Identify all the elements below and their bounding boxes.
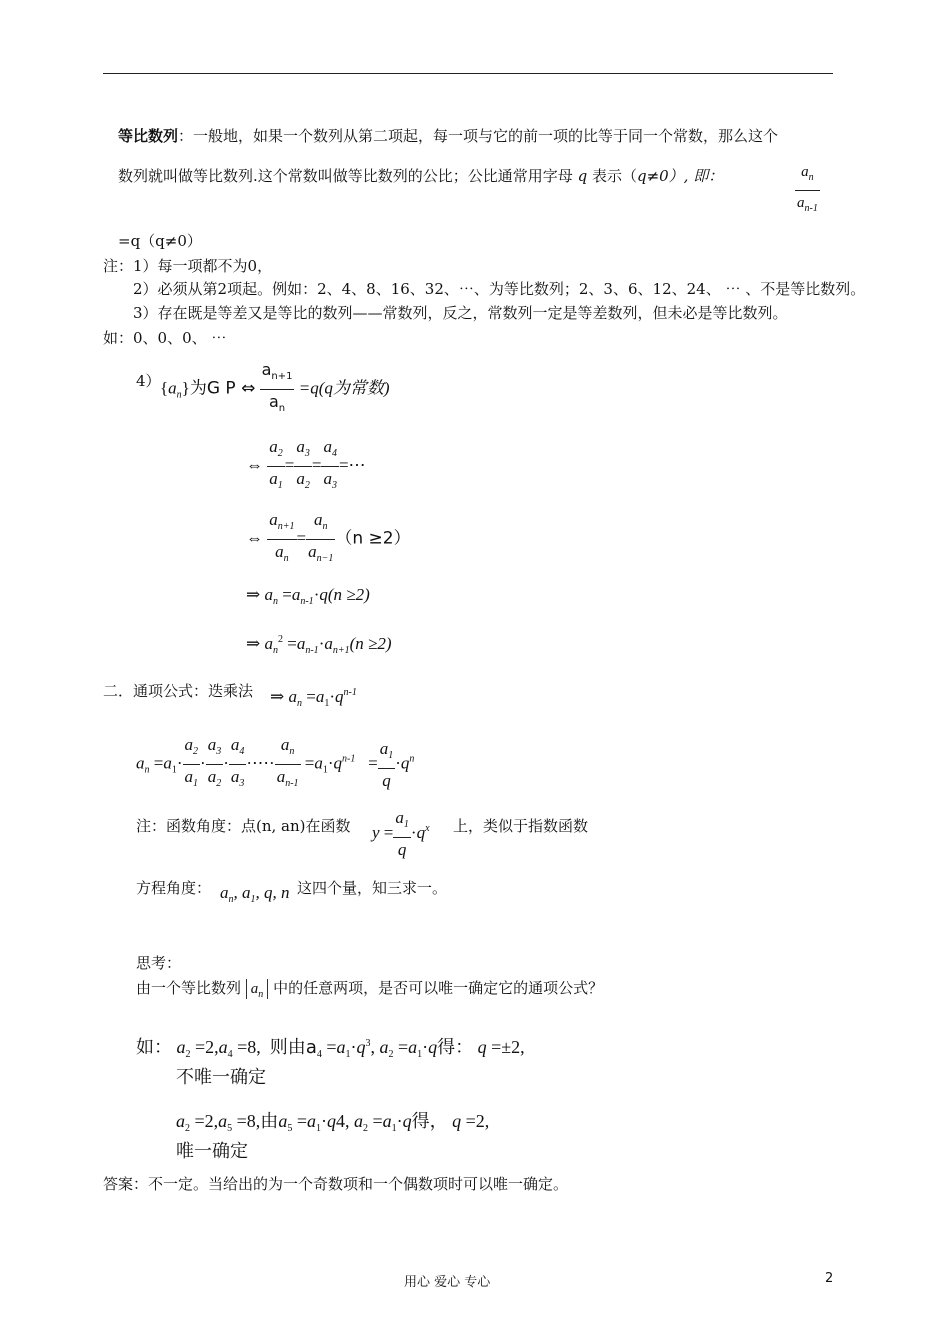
example-2-result: 唯一确定: [176, 1141, 248, 1161]
note-3: 3）存在既是等差又是等比的数列——常数列，反之，常数列一定是等差数列，但未必是等比数列。: [133, 304, 788, 322]
footer-motto: 用心 爱心 专心: [404, 1275, 491, 1290]
function-angle-note: 注：函数角度：点(n, an)在函数: [136, 817, 351, 835]
equation-angle-label: 方程角度：: [136, 879, 212, 897]
example-2: $a_2 =2,a_5 =8$,由$a_5 =a_1\cdot q4$, $a_2 =a_1\cdot q$得， q =2,: [176, 1111, 490, 1134]
section-2-title: 二．通项公式：迭乘法: [103, 682, 254, 700]
example-1: 如： $a_2 =2,a_4 =8$, 则由$a_4 =a_1\cdot q^3$, $a_2 =a_1\cdot q$得： q =±2,: [136, 1037, 525, 1060]
definition-line-3: =q（q≠0）: [118, 232, 202, 250]
header-rule: [103, 73, 833, 74]
ratio-fraction: $\frac{a_n}{a_{n-1}}$: [797, 164, 818, 214]
recursive-formula: ⇒ $a_n =a_{n-1}\cdot q(n \ge 2)$: [246, 585, 370, 607]
definition-term: 等比数列: [118, 127, 179, 145]
definition-line-2: 数列就叫做等比数列.这个常数叫做等比数列的公比；公比通常用字母 q 表示（q≠0）, 即：: [118, 167, 724, 185]
function-angle-tail: 上，类似于指数函数: [453, 817, 589, 835]
think-question: 由一个等比数列 $a_n$ 中的任意两项，是否可以唯一确定它的通项公式？: [136, 979, 604, 1000]
exponential-function: y = $\frac{a_1}{q}$ $\cdot q^x$: [372, 808, 430, 859]
mean-formula: ⇒ $a_n^2 =a_{n-1}\cdot a_{n+1}(n \ge 2)$: [246, 634, 392, 656]
note-4-definition: $\{a_n\}$为G P ⇔ $\frac{a_{n+1}}{a_n}$ =q(q为常数): [160, 360, 390, 414]
ratio-chain: ⇔ $\frac{a_2}{a_1}$ = $\frac{a_3}{a_2}$ = $\frac{a_4}{a_3}$ =⋯: [246, 437, 366, 491]
equation-angle-tail: 这四个量，知三求一。: [297, 879, 448, 897]
iterated-product: $a_n =a_1\cdot$ $\frac{a_2}{a_1}$ · $\frac{a_3}{a_2}$ · $\frac{a_4}{a_3}$ ·⋯· $\frac{a_n}{a_{n-1}}$ $=a_1\cdot q^{n-1}$ = $\frac{a_1}{q}$ $\cdot q^n$: [136, 735, 415, 790]
general-term: ⇒ $a_n =a_1\cdot q^{n-1}$: [270, 687, 357, 709]
answer: 答案：不一定。当给出的为一个奇数项和一个偶数项时可以唯一确定。: [103, 1175, 569, 1193]
note-3-example: 如：0、0、0、 ⋯: [103, 329, 227, 347]
example-1-result: 不唯一确定: [176, 1067, 266, 1087]
definition-line-1: 等比数列：一般地，如果一个数列从第二项起，每一项与它的前一项的比等于同一个常数，那么这个: [118, 127, 779, 145]
equation-variables: $a_n$, $a_1$, q, n: [220, 883, 290, 905]
note-4-label: 4）: [136, 372, 161, 390]
think-label: 思考：: [136, 954, 182, 972]
consecutive-ratio: ⇔ $\frac{a_{n+1}}{a_n}$ = $\frac{a_n}{a_{n-1}}$ （n ≥2）: [246, 510, 411, 564]
page-number: 2: [825, 1271, 834, 1286]
note-2: 2）必须从第2项起。例如：2、4、8、16、32、⋯、为等比数列；2、3、6、12、24、 ⋯ 、不是等比数列。: [133, 280, 866, 298]
note-1: 注：1）每一项都不为0，: [103, 257, 273, 275]
